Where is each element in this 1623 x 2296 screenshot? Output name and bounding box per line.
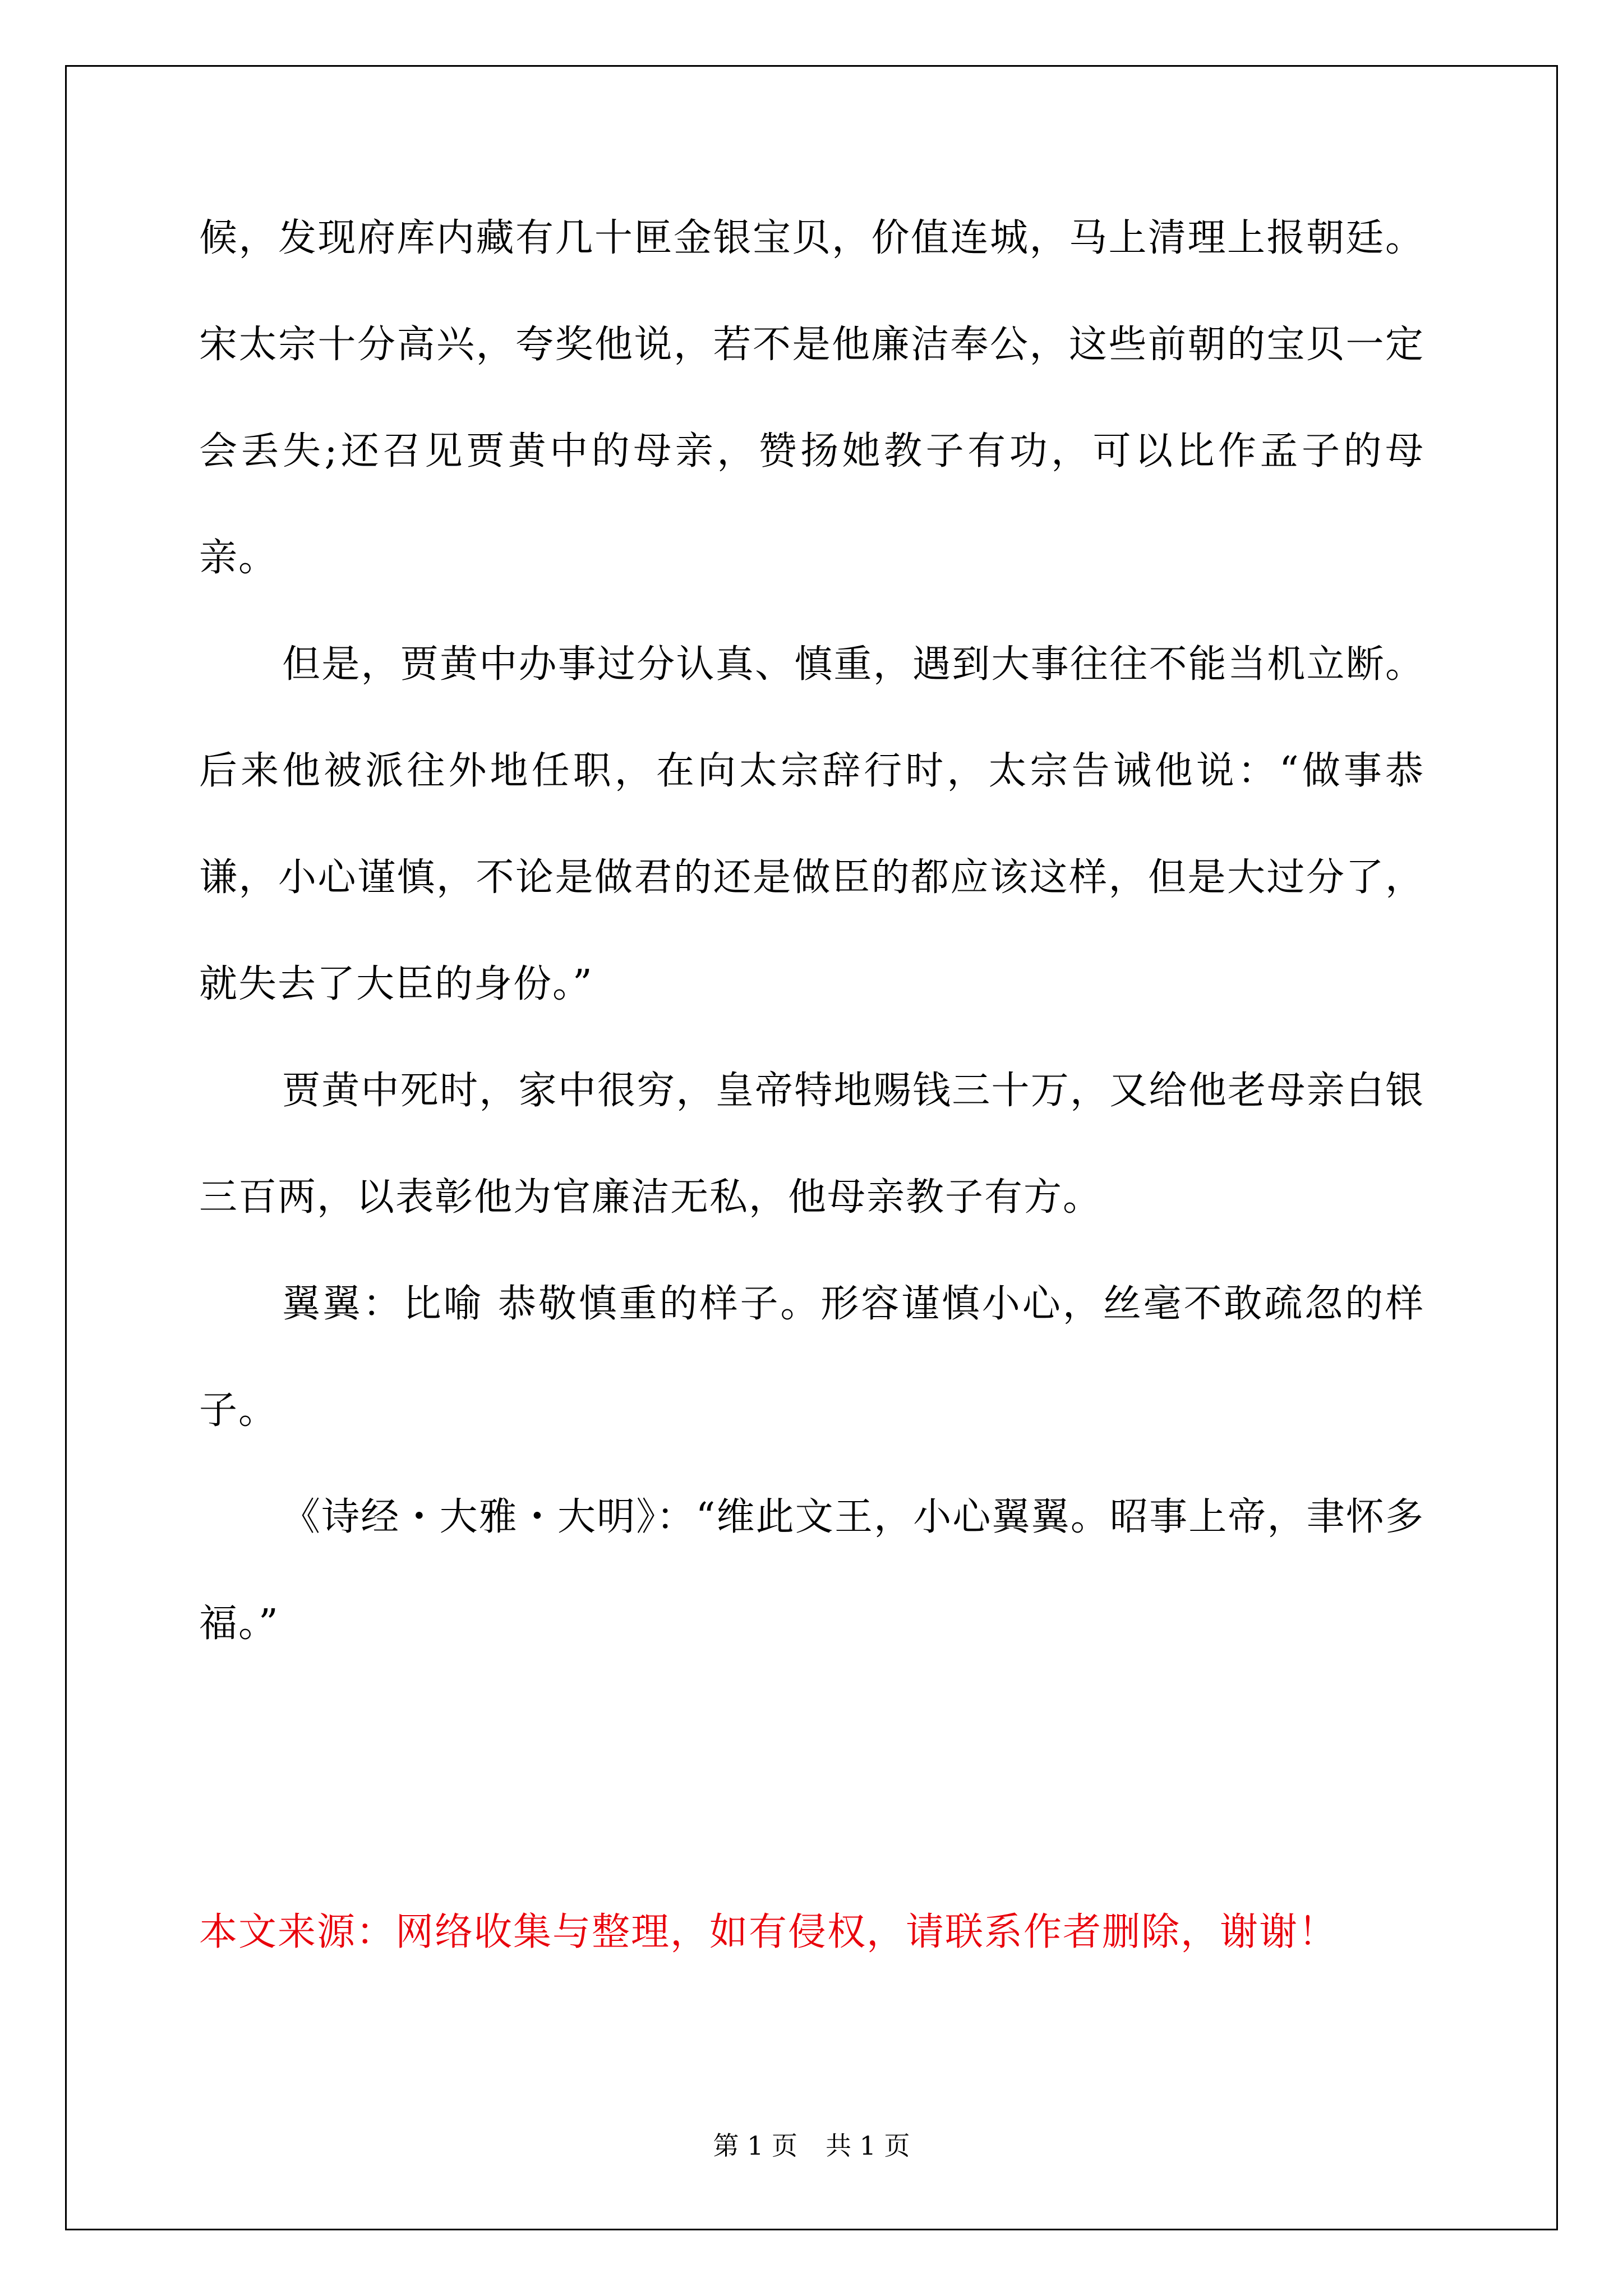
page-footer [0, 2129, 1623, 2162]
paragraph-4: 翼翼：比喻 恭敬慎重的样子。形容谨慎小心，丝毫不敢疏忽的样子。 [199, 1282, 1424, 1433]
page-number-total: 共 1 页 [826, 2131, 910, 2161]
paragraph-2: 但是，贾黄中办事过分认真、慎重，遇到大事往往不能当机立断。后来他被派往外地任职，在向太宗辞行时，太宗告诫他说：“做事恭谦，小心谨慎，不论是做君的还是做臣的都应该这样，但是大过分了，就失去了大臣的身份。” [199, 642, 1424, 1006]
paragraph-1: 候，发现府库内藏有几十匣金银宝贝，价值连城，马上清理上报朝廷。宋太宗十分高兴，夸奖他说，若不是他廉洁奉公，这些前朝的宝贝一定会丢失;还召见贾黄中的母亲，赞扬她教子有功，可以比作孟子的母亲。 [199, 216, 1424, 580]
paragraph-3: 贾黄中死时，家中很穷，皇帝特地赐钱三十万，又给他老母亲白银三百两，以表彰他为官廉洁无私，他母亲教子有方。 [199, 1069, 1424, 1220]
page-number-current: 第 1 页 [713, 2131, 797, 2161]
document-body [199, 185, 1424, 1677]
paragraph-5: 《诗经・大雅・大明》：“维此文王，小心翼翼。昭事上帝，聿怀多福。” [199, 1495, 1424, 1646]
source-note: 本文来源：网络收集与整理，如有侵权，请联系作者删除，谢谢！ [199, 1910, 1338, 1954]
